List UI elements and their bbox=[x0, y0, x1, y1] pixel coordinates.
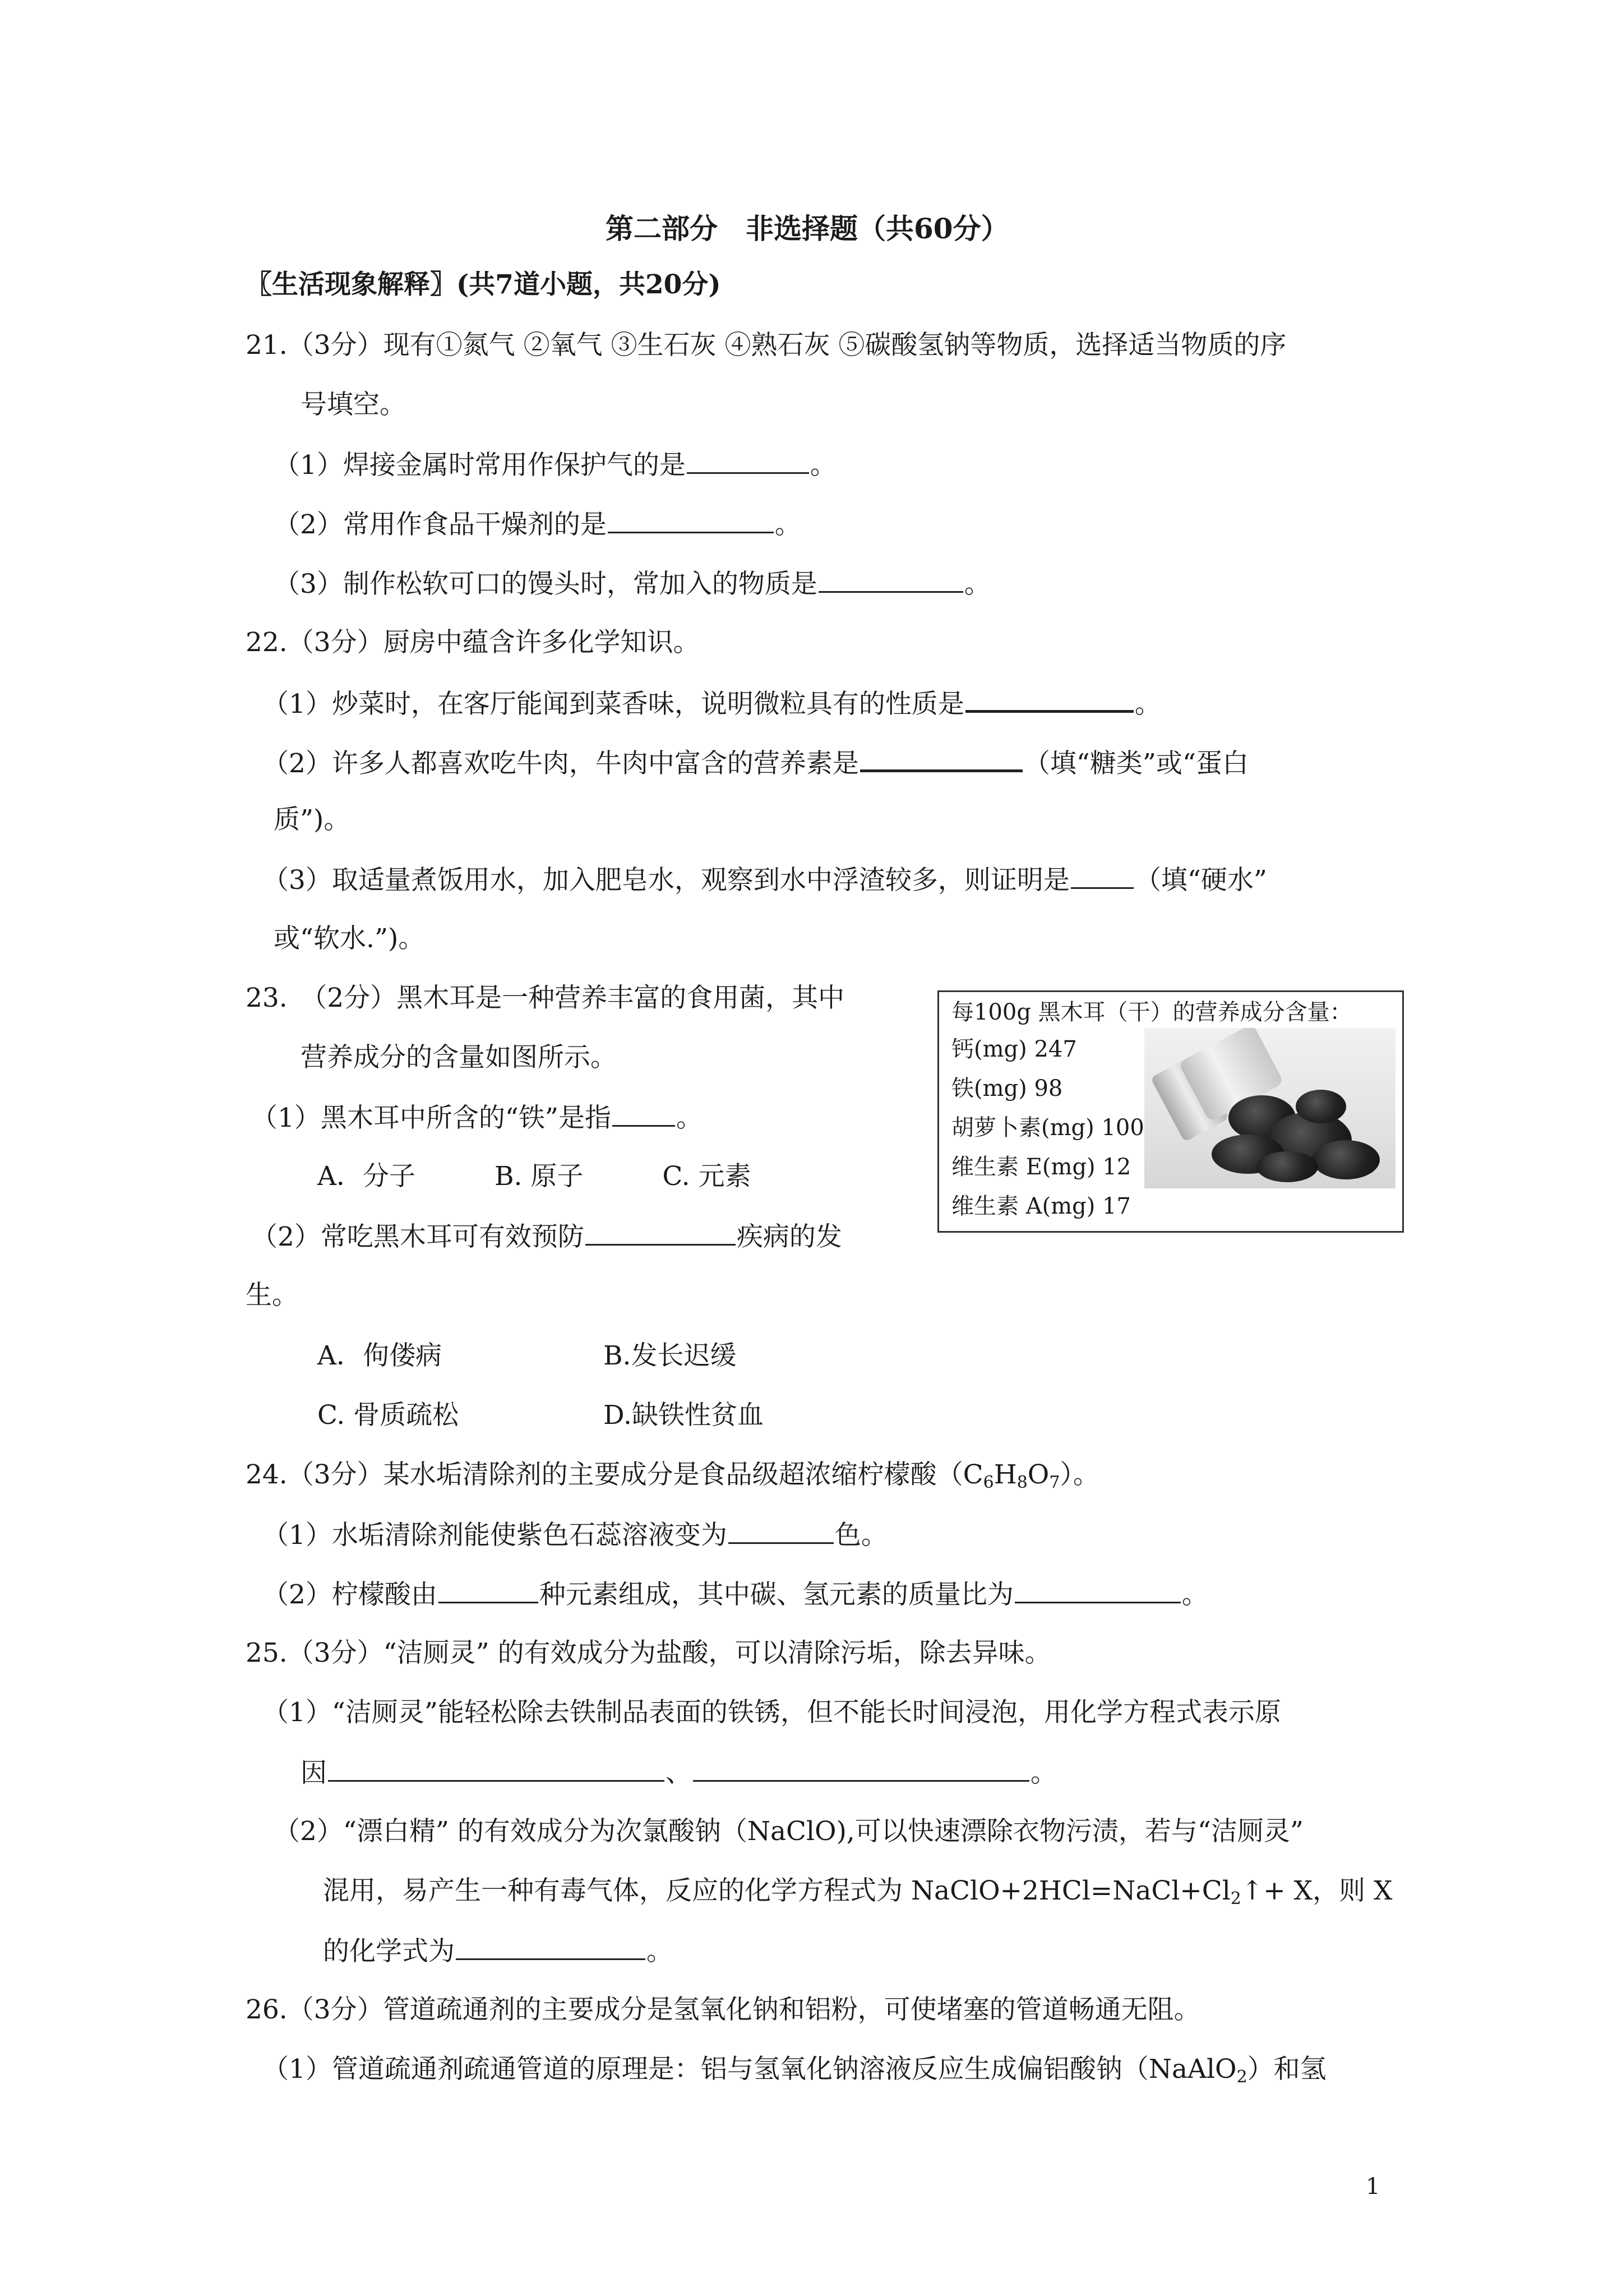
q21-part3 bbox=[274, 566, 991, 601]
q24-stem-text: 24.（3分）某水垢清除剂的主要成分是食品级超浓缩柠檬酸（C bbox=[246, 1459, 983, 1490]
q22-part3-cont: 或“软水.”)。 bbox=[274, 923, 425, 954]
q22-stem: 22.（3分）厨房中蕴含许多化学知识。 bbox=[246, 627, 700, 658]
q21-part1-text: （1）焊接金属时常用作保护气的是 bbox=[274, 450, 686, 481]
q23-part2-text: （2）常吃黑木耳可有效预防 bbox=[251, 1221, 584, 1252]
q22-part3-blank[interactable] bbox=[1071, 863, 1134, 889]
q23-part2-cont: 生。 bbox=[246, 1280, 298, 1311]
q23-stem-line1: 23. （2分）黑木耳是一种营养丰富的食用菌，其中 bbox=[246, 983, 845, 1013]
nutrition-row: 维生素 E(mg) 12 bbox=[951, 1154, 1131, 1180]
q22-part2 bbox=[262, 745, 1249, 781]
q21-part3-period: 。 bbox=[964, 569, 991, 600]
q25-part2-period: 。 bbox=[646, 1936, 673, 1967]
q24-stem bbox=[246, 1458, 1099, 1492]
q22-part1-text: （1）炒菜时，在客厅能闻到菜香味，说明微粒具有的性质是 bbox=[262, 689, 964, 720]
q25-stem: 25.（3分）“洁厕灵” 的有效成分为盐酸，可以清除污垢，除去异味。 bbox=[246, 1638, 1051, 1668]
fungus-piece bbox=[1256, 1151, 1318, 1182]
fungus-piece bbox=[1313, 1140, 1380, 1179]
q23-part2-tail: 疾病的发 bbox=[736, 1221, 842, 1252]
q23-option-d: D.缺铁性贫血 bbox=[603, 1400, 764, 1431]
q25-part2-equation: 混用，易产生一种有毒气体，反应的化学方程式为 NaClO+2HCl=NaCl+Cl bbox=[323, 1875, 1231, 1906]
q24-part2 bbox=[262, 1577, 1208, 1612]
q25-part2-line1: （2）“漂白精” 的有效成分为次氯酸钠（NaClO),可以快速漂除衣物污渍，若与“洁厕灵” bbox=[274, 1816, 1304, 1847]
q24-sub-6: 6 bbox=[983, 1473, 994, 1492]
nutrition-row: 铁(mg) 98 bbox=[951, 1076, 1063, 1101]
q25-part2-line3 bbox=[323, 1934, 673, 1968]
q21-part1-period: 。 bbox=[810, 450, 837, 481]
q23-option-a: A．佝偻病 bbox=[317, 1340, 442, 1371]
q24-part1 bbox=[262, 1518, 888, 1552]
q24-part2-text: （2）柠檬酸由 bbox=[262, 1579, 437, 1610]
q23-part2-blank[interactable] bbox=[585, 1219, 736, 1246]
nutrition-row: 钙(mg) 247 bbox=[951, 1036, 1077, 1062]
black-fungus-photo bbox=[1144, 1028, 1395, 1188]
q23-part1-options: A．分子 B. 原子 C. 元素 bbox=[317, 1161, 751, 1192]
q22-part2-tail: （填“糖类”或“蛋白 bbox=[1023, 748, 1249, 779]
q23-part2 bbox=[251, 1219, 842, 1254]
nutrition-panel-title: 每100g 黑木耳（干）的营养成分含量： bbox=[951, 999, 1352, 1025]
section-header: 〖生活现象解释〗(共7道小题，共20分) bbox=[246, 269, 721, 300]
q26-part1-end: ）和氢 bbox=[1247, 2054, 1327, 2085]
q21-part2-blank[interactable] bbox=[608, 507, 774, 533]
q25-formula-blank[interactable] bbox=[456, 1934, 645, 1960]
q24-part2-period: 。 bbox=[1181, 1579, 1208, 1610]
q21-part2-text: （2）常用作食品干燥剂的是 bbox=[274, 509, 607, 540]
q24-formula-o: O bbox=[1027, 1459, 1050, 1490]
q22-part1-period: 。 bbox=[1134, 689, 1161, 720]
q21-stem-line1: 21.（3分）现有①氮气 ②氧气 ③生石灰 ④熟石灰 ⑤碳酸氢钠等物质，选择适当物质的序 bbox=[246, 330, 1287, 361]
q22-part3-tail: （填“硬水” bbox=[1134, 865, 1267, 896]
q25-part1-separator: 、 bbox=[666, 1758, 692, 1788]
q23-part1 bbox=[251, 1100, 703, 1135]
nutrition-row: 维生素 A(mg) 17 bbox=[951, 1193, 1131, 1219]
q21-part2-period: 。 bbox=[774, 509, 801, 540]
q22-part3 bbox=[262, 863, 1267, 897]
q24-part1-tail: 色。 bbox=[834, 1520, 888, 1551]
q24-part2-blank1[interactable] bbox=[438, 1577, 538, 1603]
page-title: 第二部分 非选择题（共60分） bbox=[606, 212, 1009, 245]
q23-option-c: C. 骨质疏松 bbox=[317, 1400, 459, 1431]
q22-part2-cont: 质”)。 bbox=[274, 804, 350, 835]
q21-part3-text: （3）制作松软可口的馒头时，常加入的物质是 bbox=[274, 569, 817, 600]
q25-part2-line2 bbox=[323, 1874, 1392, 1908]
q25-equation-blank1[interactable] bbox=[328, 1755, 664, 1782]
q24-formula-h: H bbox=[993, 1459, 1017, 1490]
q22-part2-blank[interactable] bbox=[860, 745, 1023, 772]
q24-part1-blank[interactable] bbox=[728, 1518, 834, 1544]
q22-part2-text: （2）许多人都喜欢吃牛肉，牛肉中富含的营养素是 bbox=[262, 748, 859, 779]
q21-stem-line2: 号填空。 bbox=[301, 389, 406, 420]
nutrition-panel bbox=[937, 990, 1404, 1233]
page-number: 1 bbox=[1366, 2174, 1380, 2200]
q24-part2-blank2[interactable] bbox=[1015, 1577, 1181, 1603]
q24-sub-8: 8 bbox=[1016, 1473, 1028, 1492]
q22-part1-blank[interactable] bbox=[965, 685, 1134, 713]
q25-part2-equation-end: ↑+ X，则 X bbox=[1241, 1875, 1393, 1906]
q25-part1-line1: （1）“洁厕灵”能轻松除去铁制品表面的铁锈，但不能长时间浸泡，用化学方程式表示原 bbox=[262, 1697, 1281, 1728]
q26-stem: 26.（3分）管道疏通剂的主要成分是氢氧化钠和铝粉，可使堵塞的管道畅通无阻。 bbox=[246, 1994, 1200, 2025]
q25-part2-formula-text: 的化学式为 bbox=[323, 1936, 455, 1967]
q26-part1-text: （1）管道疏通剂疏通管道的原理是：铝与氢氧化钠溶液反应生成偏铝酸钠（NaAlO bbox=[262, 2054, 1237, 2085]
q24-part1-text: （1）水垢清除剂能使紫色石蕊溶液变为 bbox=[262, 1520, 727, 1551]
q22-part3-text: （3）取适量煮饭用水，加入肥皂水，观察到水中浮渣较多，则证明是 bbox=[262, 865, 1070, 896]
fungus-piece bbox=[1296, 1090, 1346, 1123]
q26-subscript: 2 bbox=[1236, 2067, 1247, 2087]
q23-stem-line2: 营养成分的含量如图所示。 bbox=[301, 1042, 617, 1073]
q23-option-b: B.发长迟缓 bbox=[603, 1340, 737, 1371]
q25-part1-period: 。 bbox=[1030, 1758, 1057, 1788]
q23-part1-period: 。 bbox=[676, 1103, 703, 1133]
q25-part1-cause: 因 bbox=[301, 1758, 327, 1788]
q21-part1 bbox=[274, 448, 837, 482]
q22-part1 bbox=[262, 685, 1161, 721]
q24-sub-7: 7 bbox=[1049, 1473, 1060, 1492]
q21-part3-blank[interactable] bbox=[819, 566, 963, 593]
q23-part1-text: （1）黑木耳中所含的“铁”是指 bbox=[251, 1103, 611, 1133]
q23-part1-blank[interactable] bbox=[612, 1100, 675, 1127]
q21-part2 bbox=[274, 507, 801, 542]
q26-part1 bbox=[262, 2053, 1327, 2086]
nutrition-row: 胡萝卜素(mg) 100 bbox=[951, 1115, 1144, 1141]
q24-part2-mid: 种元素组成，其中碳、氢元素的质量比为 bbox=[539, 1579, 1014, 1610]
q21-part1-blank[interactable] bbox=[687, 448, 809, 474]
q24-stem-end: ）。 bbox=[1060, 1459, 1099, 1490]
q25-cl-subscript: 2 bbox=[1230, 1889, 1241, 1908]
q25-equation-blank2[interactable] bbox=[693, 1755, 1029, 1782]
q25-part1-line2 bbox=[301, 1755, 1057, 1790]
